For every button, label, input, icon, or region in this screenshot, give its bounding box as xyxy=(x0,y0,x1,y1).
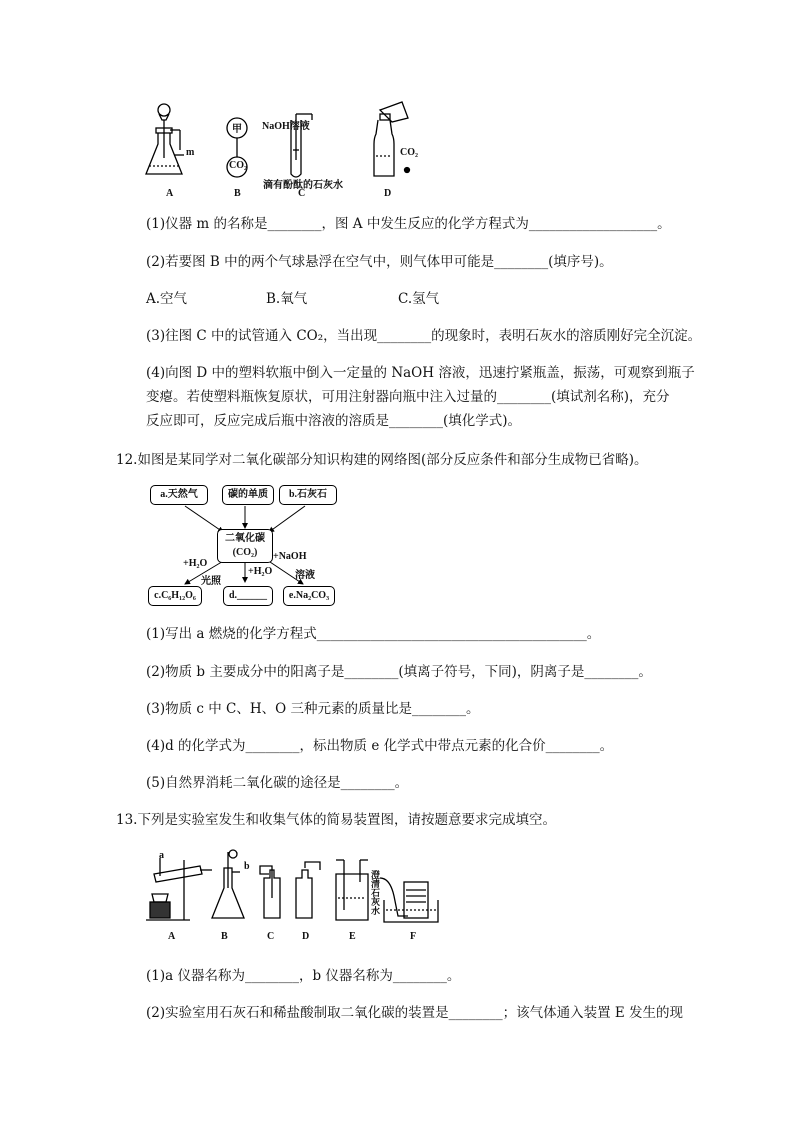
q13-part2: (2)实验室用石灰石和稀盐酸制取二氧化碳的装置是________；该气体通入装置 E 发生的现 xyxy=(146,1005,684,1021)
q13-label-e: E xyxy=(349,931,356,942)
node-limestone: b.石灰石 xyxy=(279,485,337,505)
light-label: 光照 xyxy=(201,576,221,587)
q12-title: 12.如图是某同学对二氧化碳部分知识构建的网络图(部分反应条件和部分生成物已省略)。 xyxy=(116,452,648,468)
q12-part5: (5)自然界消耗二氧化碳的途径是________。 xyxy=(146,775,409,791)
q12-part2: (2)物质 b 主要成分中的阳离子是________(填离子符号，下同)，阴离子是________。 xyxy=(146,664,652,680)
bottle-d-drawing xyxy=(374,102,410,176)
q13-label-b: B xyxy=(221,931,228,942)
q13-label-f: F xyxy=(410,931,417,942)
balloon-top-label: 甲 xyxy=(232,124,242,135)
label-c: C xyxy=(298,188,306,199)
co2-node-formula: (CO₂) xyxy=(232,547,258,558)
q11-part4-line1: (4)向图 D 中的塑料软瓶中倒入一定量的 NaOH 溶液，迅速拧紧瓶盖，振荡，可观察到瓶子 xyxy=(146,365,695,381)
co2-node-title: 二氧化碳 xyxy=(225,533,265,544)
node-d: d.______ xyxy=(223,586,273,606)
q11-option-a: A.空气 xyxy=(146,291,188,307)
node-carbon-element: 碳的单质 xyxy=(222,485,274,505)
q13-part1: (1)a 仪器名称为________，b 仪器名称为________。 xyxy=(146,968,461,984)
c-caption: 滴有酚酞的石灰水 xyxy=(263,180,343,191)
q11-part1: (1)仪器 m 的名称是________，图 A 中发生反应的化学方程式为___________________。 xyxy=(146,216,671,232)
h2o-middle-label: +H₂O xyxy=(248,566,273,577)
q11-part4-line2: 变瘪。若使塑料瓶恢复原状，可用注射器向瓶中注入过量的________(填试剂名称)，充分 xyxy=(146,389,670,405)
q11-part3: (3)往图 C 中的试管通入 CO₂，当出现________的现象时，表明石灰水的溶质刚好完全沉淀。 xyxy=(146,328,702,344)
node-natural-gas: a.天然气 xyxy=(150,485,208,505)
node-glucose: c.C₆H₁₂O₆ xyxy=(148,586,202,606)
q13-title: 13.下列是实验室发生和收集气体的简易装置图，请按题意要求完成填空。 xyxy=(116,812,556,828)
balloon-bottom-label: CO₂ xyxy=(229,160,247,171)
a-mark: a xyxy=(159,850,164,861)
apparatus-figure-2 xyxy=(140,848,450,928)
naoh-solution-label: NaOH溶液 xyxy=(262,121,310,132)
flask-a-drawing xyxy=(146,104,184,174)
q12-part3: (3)物质 c 中 C、H、O 三种元素的质量比是________。 xyxy=(146,701,480,717)
q13-label-a: A xyxy=(168,931,176,942)
q13-label-d: D xyxy=(302,931,310,942)
label-d: D xyxy=(384,188,392,199)
limewater-label: 澄清石灰水 xyxy=(370,870,380,915)
q13-label-c: C xyxy=(267,931,275,942)
node-sodium-carbonate: e.Na₂CO₃ xyxy=(283,586,335,606)
b-mark: b xyxy=(244,861,250,872)
q11-option-c: C.氢气 xyxy=(398,291,440,307)
solution-label: 溶液 xyxy=(295,570,315,581)
q11-option-b: B.氧气 xyxy=(266,291,308,307)
node-co2 xyxy=(217,529,273,563)
label-a: A xyxy=(166,188,174,199)
h2o-left-label: +H₂O xyxy=(183,558,208,569)
d-co2-label: CO₂ xyxy=(400,147,418,158)
m-label: m xyxy=(186,147,195,158)
naoh-label: +NaOH xyxy=(273,551,307,562)
q11-part4-line3: 反应即可，反应完成后瓶中溶液的溶质是________(填化学式)。 xyxy=(146,413,522,429)
q11-part2: (2)若要图 B 中的两个气球悬浮在空气中，则气体甲可能是________(填序号)。 xyxy=(146,254,613,270)
q12-part4: (4)d 的化学式为________，标出物质 e 化学式中带点元素的化合价________。 xyxy=(146,738,614,754)
q12-part1: (1)写出 a 燃烧的化学方程式________________________________________。 xyxy=(146,626,601,642)
label-b: B xyxy=(234,188,241,199)
